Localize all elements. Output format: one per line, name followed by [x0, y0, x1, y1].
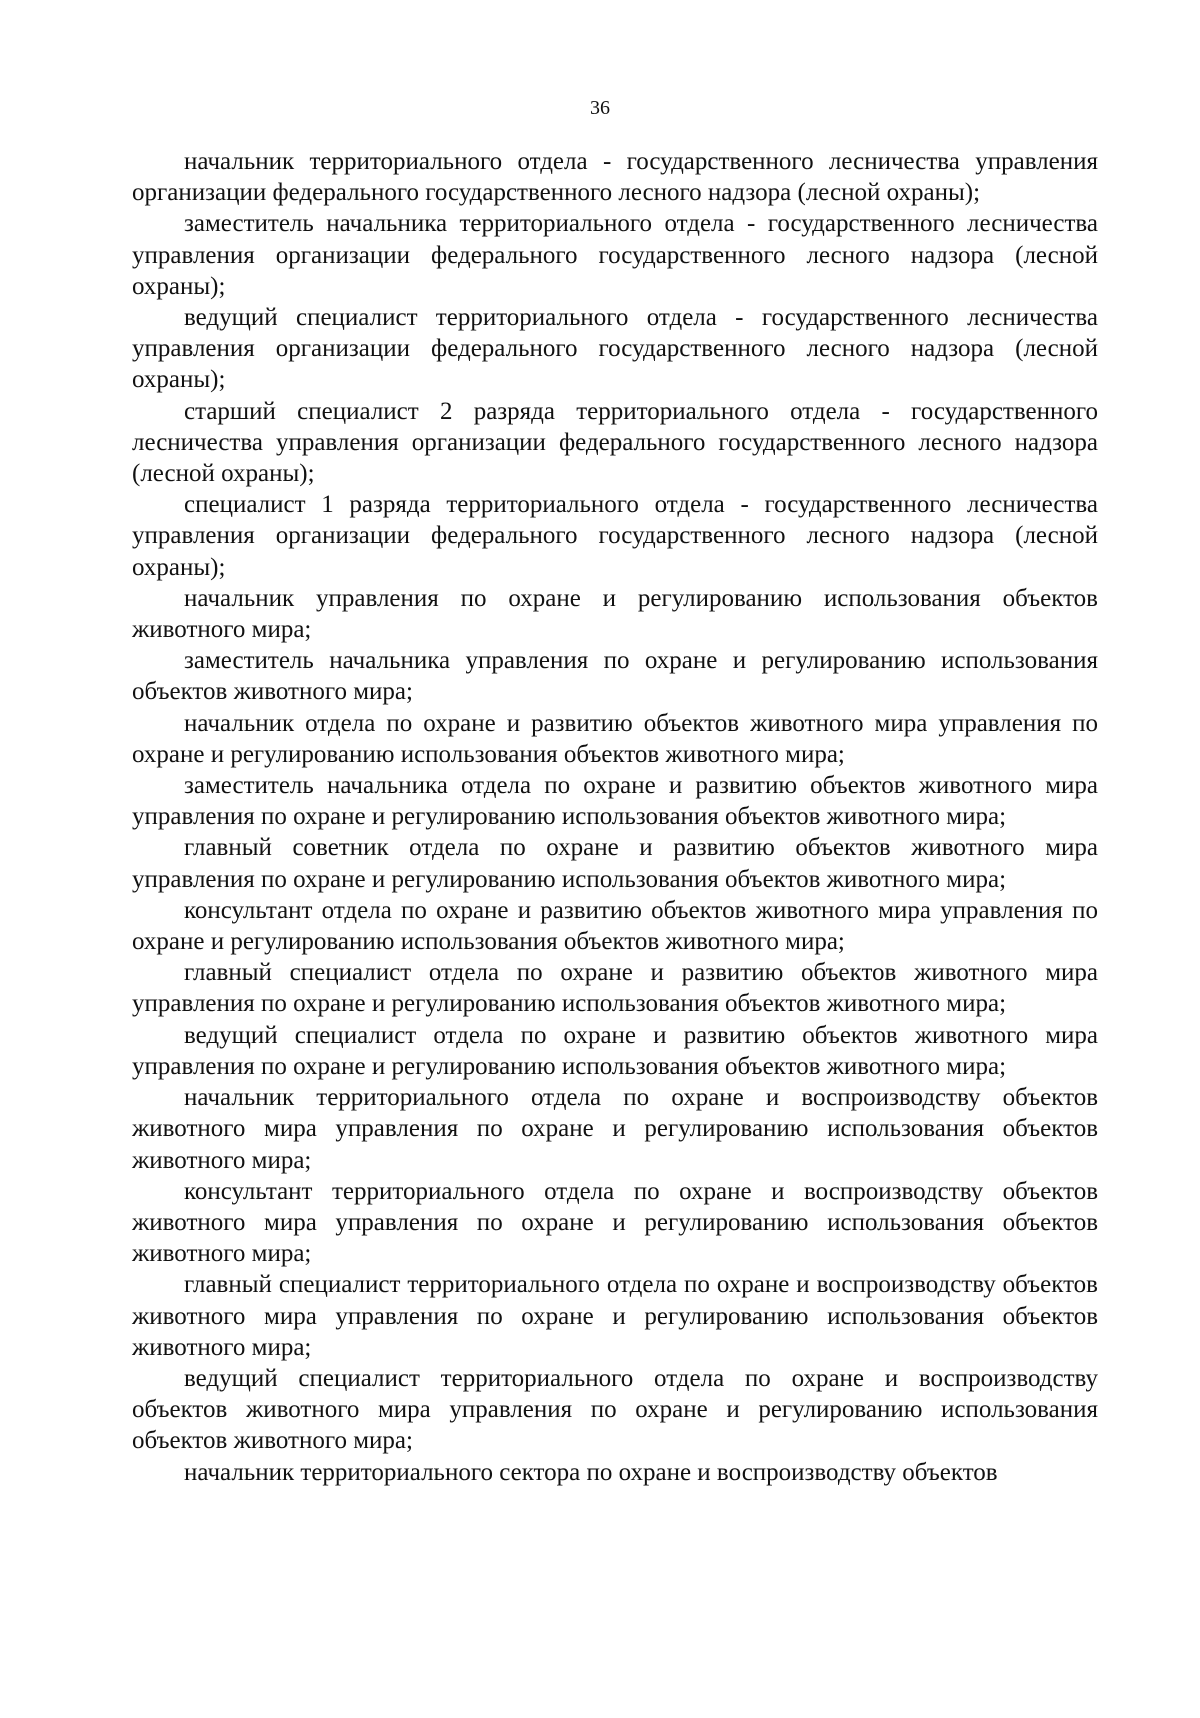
paragraph: начальник территориального сектора по охране и воспроизводству объектов: [184, 1458, 998, 1486]
paragraph: начальник территориального отдела по охране и воспроизводству объектов животного мира управления по охране и регулированию использования объектов животного мира;: [132, 1084, 1098, 1174]
body-text: [132, 146, 1098, 1488]
paragraph: заместитель начальника отдела по охране и развитию объектов животного мира управления по охране и регулированию использования объектов животного мира;: [132, 772, 1098, 831]
paragraph: начальник управления по охране и регулированию использования объектов животного мира;: [132, 584, 1098, 644]
paragraph: главный специалист отдела по охране и развитию объектов животного мира управления по охране и регулированию использования объектов животного мира;: [132, 959, 1098, 1018]
paragraph: начальник отдела по охране и развитию объектов животного мира управления по охране и регулированию использования объектов животного мира;: [132, 709, 1098, 768]
paragraph: заместитель начальника территориального отдела - государственного лесничества управления организации федерального государственного лесного надзора (лесной охраны);: [132, 210, 1098, 300]
page-number: 36: [590, 97, 610, 119]
paragraph: начальник территориального отдела - государственного лесничества управления организации федерального государственного лесного надзора (лесной охраны);: [132, 148, 1098, 207]
paragraph: ведущий специалист территориального отдела по охране и воспроизводству объектов животного мира управления по охране и регулированию использования объектов животного мира;: [132, 1364, 1098, 1455]
paragraph: ведущий специалист отдела по охране и развитию объектов животного мира управления по охране и регулированию использования объектов животного мира;: [132, 1021, 1098, 1080]
paragraph: главный специалист территориального отдела по охране и воспроизводству объектов животного мира управления по охране и регулированию использования объектов животного мира;: [132, 1271, 1098, 1361]
paragraph: специалист 1 разряда территориального отдела - государственного лесничества управления организации федерального государственного лесного надзора (лесной охраны);: [132, 491, 1098, 581]
paragraph: главный советник отдела по охране и развитию объектов животного мира управления по охране и регулированию использования объектов животного мира;: [132, 834, 1098, 893]
paragraph: ведущий специалист территориального отдела - государственного лесничества управления организации федерального государственного лесного надзора (лесной охраны);: [132, 304, 1098, 394]
paragraph: старший специалист 2 разряда территориального отдела - государственного лесничества управления организации федерального государственного лесного надзора (лесной охраны);: [132, 397, 1098, 488]
paragraph: заместитель начальника управления по охране и регулированию использования объектов животного мира;: [132, 647, 1098, 706]
paragraph: консультант отдела по охране и развитию объектов животного мира управления по охране и регулированию использования объектов животного мира;: [132, 896, 1098, 956]
paragraph: консультант территориального отдела по охране и воспроизводству объектов животного мира управления по охране и регулированию использования объектов животного мира;: [132, 1177, 1098, 1268]
